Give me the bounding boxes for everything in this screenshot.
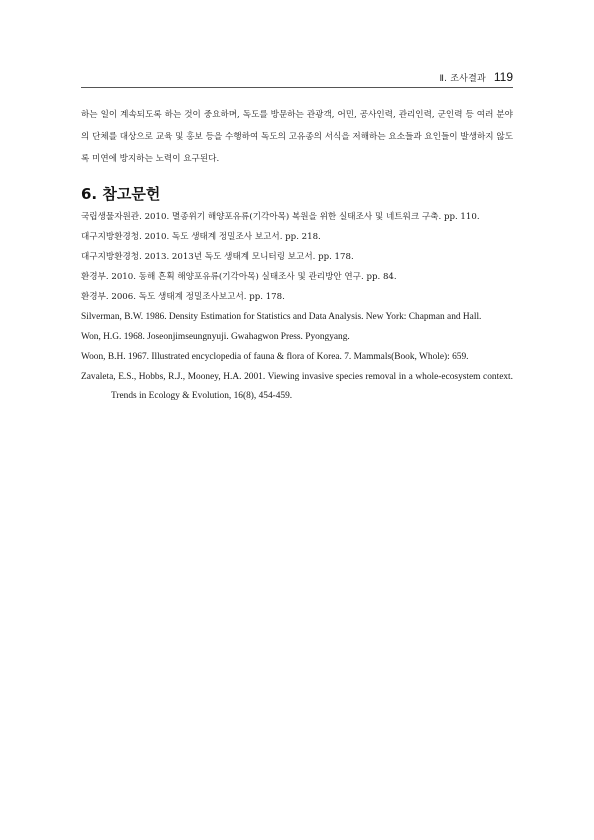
reference-item: 환경부. 2006. 독도 생태계 정밀조사보고서. pp. 178. — [81, 292, 285, 302]
reference-item: Won, H.G. 1968. Joseonjimseungnyuji. Gwahagwon Press. Pyongyang. — [81, 332, 350, 342]
reference-list — [81, 208, 513, 407]
running-header — [81, 66, 513, 88]
reference-item: 대구지방환경청. 2013. 2013년 독도 생태계 모니터링 보고서. pp. 178. — [81, 252, 354, 262]
reference-item: Silverman, B.W. 1986. Density Estimation for Statistics and Data Analysis. New York: Chapman and Hall. — [81, 312, 482, 322]
header-section-title: Ⅱ. 조사결과 — [439, 74, 486, 84]
reference-item: Woon, B.H. 1967. Illustrated encyclopedia of fauna & flora of Korea. 7. Mammals(Book, Whole): 659. — [81, 352, 469, 362]
reference-item: 국립생물자원관. 2010. 멸종위기 해양포유류(기각아목) 복원을 위한 실태조사 및 네트워크 구축. pp. 110. — [81, 212, 480, 222]
section-heading: 6. 참고문헌 — [81, 185, 161, 203]
reference-item: 환경부. 2010. 동해 흔획 해양포유류(기각아목) 실태조사 및 관리방안 연구. pp. 84. — [81, 272, 397, 282]
reference-item: Zavaleta, E.S., Hobbs, R.J., Mooney, H.A. 2001. Viewing invasive species removal in a whole-ecosystem context. Trends in Ecology & Evolution, 16(8), 454-459. — [81, 372, 513, 401]
reference-item: 대구지방환경청. 2010. 독도 생태계 정밀조사 보고서. pp. 218. — [81, 232, 321, 242]
page-number: 119 — [493, 70, 513, 84]
intro-paragraph: 하는 일이 계속되도록 하는 것이 중요하며, 독도를 방문하는 관광객, 어민, 공사인력, 관리인력, 군인력 등 여러 분야의 단체를 대상으로 교육 및 홍보 등을 수행하여 독도의 고유종의 서식을 저해하는 요소들과 요인들이 발생하지 않도록 미연에 방지하는 노력이 요구된다. — [81, 110, 513, 164]
